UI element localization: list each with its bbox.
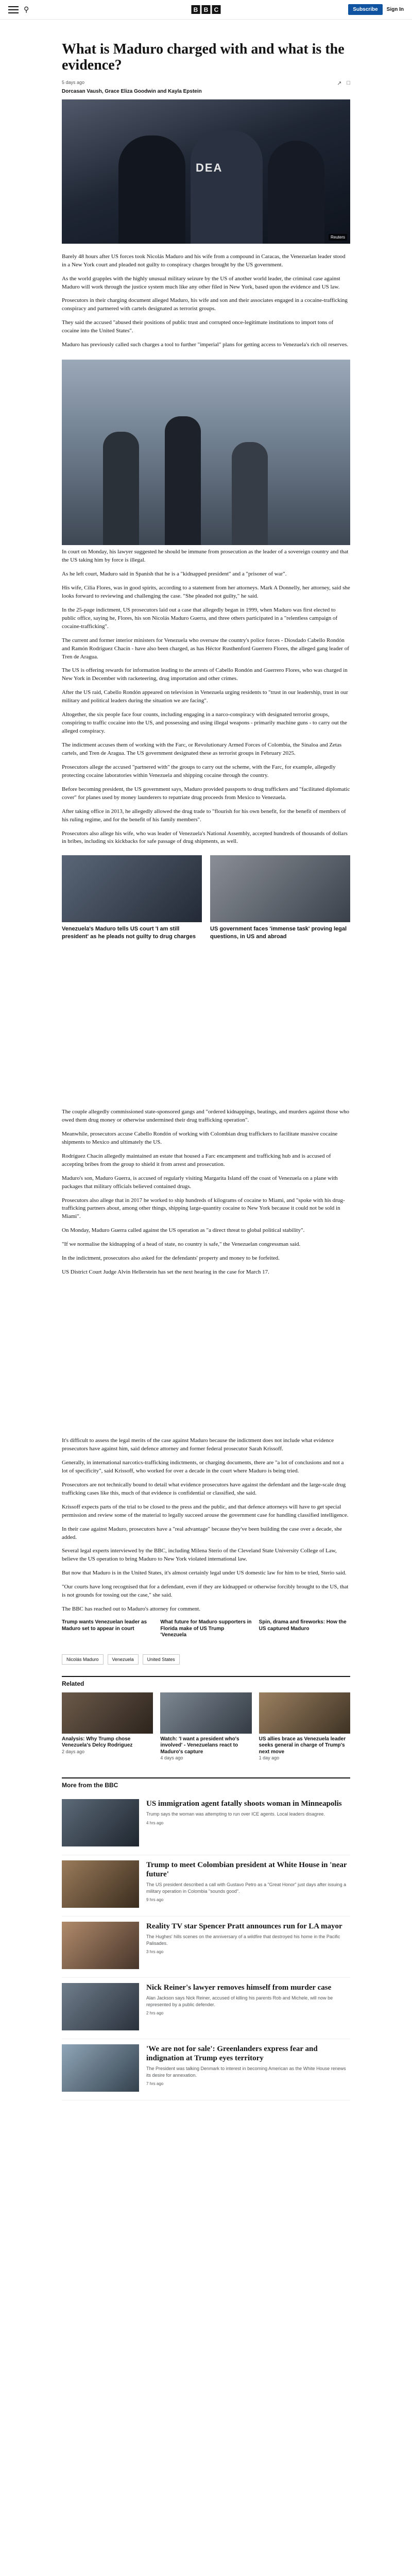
more-thumbnail: [62, 1983, 139, 2030]
related-title[interactable]: Analysis: Why Trump chose Venezuela's Delcy Rodriguez: [62, 1736, 133, 1749]
subscribe-button[interactable]: Subscribe: [348, 4, 382, 15]
more-title[interactable]: Trump to meet Colombian president at White House in 'near future': [146, 1861, 347, 1879]
related-thumbnail: [160, 1692, 251, 1734]
more-item[interactable]: [62, 1855, 350, 1917]
more-item[interactable]: [62, 1917, 350, 1978]
related-heading: Related: [62, 1676, 350, 1687]
more-from-bbc-list: [62, 1794, 350, 2100]
meta-row: [62, 80, 350, 87]
related-thumbnail: [210, 855, 350, 922]
paragraph: The US is offering rewards for information leading to the arrests of Cabello Rondón and Guerrero Flores, who was charged in New York in December with racketeering, drug importation and other crimes.: [62, 667, 348, 682]
inline-image: [62, 360, 350, 545]
paragraph: Prosecutors also allege his wife, who was leader of Venezuela's National Assembly, accepted hundreds of thousands of dollars in bribes, including six kickbacks for safe passage of drug shipments, as well.: [62, 830, 348, 845]
hero-figure: [118, 135, 185, 244]
paragraph: US District Court Judge Alvin Hellerstein has set the next hearing in the case for March 17.: [62, 1269, 269, 1276]
image-credit: Reuters: [329, 234, 347, 241]
more-title[interactable]: Reality TV star Spencer Pratt announces run for LA mayor: [146, 1922, 342, 1931]
more-meta: 7 hrs ago: [146, 2081, 164, 2087]
paragraph: Maduro's son, Maduro Guerra, is accused of regularly visiting Margarita Island off the coast of Venezuela on a plane with packages that military officials believed contained drugs.: [62, 1175, 338, 1190]
paragraph: As the world grapples with the highly unusual military seizure by the US of another world leader, the criminal case against Maduro will work through the justice system much like any other filed in New York, based upon the evidence and US law.: [62, 275, 340, 290]
topic-tag[interactable]: United States: [143, 1654, 180, 1665]
explainer-link[interactable]: [160, 1619, 251, 1639]
search-icon[interactable]: ⚲: [24, 5, 29, 13]
more-thumbnail: [62, 1799, 139, 1846]
more-from-bbc-heading: More from the BBC: [62, 1777, 350, 1789]
related-title[interactable]: US allies brace as Venezuela leader seeks general in charge of Trump's next move: [259, 1736, 346, 1755]
paragraph: His wife, Cilia Flores, was in good spirits, according to a statement from her attorneys. Mark A Donnelly, her attorney, said she looks forward to reviewing and challenging the case. "She pleaded not guilty," he said.: [62, 584, 350, 599]
paragraph: In court on Monday, his lawyer suggested he should be immune from prosecution as the leader of a sovereign country and that the US taking him by force is illegal.: [62, 549, 349, 564]
logo-letter: B: [202, 5, 211, 14]
more-title[interactable]: 'We are not for sale': Greenlanders express fear and indignation at Trump eyes territory: [146, 2045, 318, 2063]
logo-letter: B: [192, 5, 200, 14]
inline-related-card[interactable]: [210, 855, 350, 940]
more-desc: Alan Jackson says Nick Reiner, accused of killing his parents Rob and Michele, will now be represented by a public defender.: [146, 1995, 333, 2007]
image-figure: [232, 442, 268, 545]
more-meta: 3 hrs ago: [146, 1950, 164, 1955]
paragraph: In the 25-page indictment, US prosecutors laid out a case that allegedly began in 1999, when Maduro was first elected to public office, saying he, Flores, his son Nicolás Maduro Guerra, and three others participated in a "relentless campaign of cocaine-trafficking".: [62, 606, 338, 630]
topic-tags: [62, 1654, 350, 1665]
paragraph: The indictment accuses them of working with the Farc, or Revolutionary Armed Forces of Colombia, the Sinaloa and Zetas cartels, and Tren de Aragua. The US government designated these as terrorist groups in February 2025.: [62, 742, 342, 756]
paragraph: They said the accused "abused their positions of public trust and corrupted once-legitimate institutions to import tons of cocaine into the United States".: [62, 319, 334, 334]
paragraph: On Monday, Maduro Guerra called against the US operation as "a direct threat to global political stability".: [62, 1227, 305, 1234]
related-meta: 4 days ago: [160, 1755, 183, 1761]
paragraph: But now that Maduro is in the United States, it's almost certainly legal under US domestic law for him to be tried, Sterio said.: [62, 1570, 347, 1577]
top-navigation-bar: [0, 0, 412, 20]
related-list: [62, 1692, 350, 1762]
more-desc: The Hughes' hills scenes on the anniversary of a wildfire that destroyed his home in the Pacific Palisades.: [146, 1934, 340, 1946]
bookmark-icon[interactable]: □: [347, 79, 350, 86]
paragraph: Several legal experts interviewed by the BBC, including Milena Sterio of the Cleveland State University College of Law, believe the US operation to bring Maduro to New York violated international law.: [62, 1548, 337, 1563]
image-figure: [103, 432, 139, 545]
article: [62, 20, 350, 2100]
spacer: [62, 954, 350, 1108]
related-meta: 2 days ago: [62, 1749, 85, 1754]
paragraph: Meanwhile, prosecutors accuse Cabello Rondón of working with Colombian drug traffickers to facilitate massive cocaine shipments to Mexico and ultimately the US.: [62, 1130, 338, 1145]
paragraph: Prosecutors also allege that in 2017 he worked to ship hundreds of kilograms of cocaine to Miami, and "spoke with his drug-trafficking partners about, among other things, shipping large-quantity cocaine to New York because it could not be sold in Miami".: [62, 1197, 345, 1220]
more-item[interactable]: [62, 2039, 350, 2100]
hero-image: [62, 99, 350, 244]
paragraph: Generally, in international narcotics-trafficking indictments, or charging documents, there are "a lot of conclusions and not a lot of specificity", said Krissoff, who worked for over a decade in the court where Maduro is being tried.: [62, 1459, 344, 1474]
paragraph: Altogether, the six people face four counts, including engaging in a narco-conspiracy with designated terrorist groups, conspiring to traffic cocaine into the US, and possessing and using illegal weapons - primarily machine guns - to carry out the alleged conspiracy.: [62, 711, 347, 735]
more-meta: 2 hrs ago: [146, 2011, 164, 2016]
paragraph: After taking office in 2013, he allegedly allowed the drug trade to "flourish for his own benefit, for the benefit of members of his ruling regime, and for the benefit of his family members".: [62, 808, 346, 823]
bbc-logo[interactable]: [192, 5, 221, 14]
more-desc: The US president described a call with Gustavo Petro as a "Great Honor" just days after issuing a military operation in Colombia "sounds good".: [146, 1882, 347, 1894]
article-date: 5 days ago: [62, 79, 85, 85]
more-title[interactable]: US immigration agent fatally shoots woman in Minneapolis: [146, 1800, 342, 1808]
related-title[interactable]: Venezuela's Maduro tells US court 'I am still president' as he pleads not guilty to drug charges: [62, 926, 196, 940]
more-thumbnail: [62, 1860, 139, 1908]
article-title: What is Maduro charged with and what is the evidence?: [62, 41, 345, 74]
paragraph: Barely 48 hours after US forces took Nicolás Maduro and his wife from a compound in Caracas, the Venezuelan leader stood in a New York court and pleaded not guilty to conspiracy charges brought by the US government.: [62, 253, 346, 268]
paragraph: Prosecutors allege the accused "partnered with" the groups to carry out the scheme, with the Farc, for example, allegedly protecting cocaine laboratories within Venezuela and shipping cocaine through the country.: [62, 764, 336, 778]
paragraph: As he left court, Maduro said in Spanish that he is a "kidnapped president" and a "prisoner of war".: [62, 571, 287, 578]
paragraph: It's difficult to assess the legal merits of the case against Maduro because the indictment does not include what evidence prosecutors have against him, said defence attorney and former federal prosecutor Sarah Krissoff.: [62, 1437, 334, 1452]
more-desc: The President was talking Denmark to interest in becoming American as the White House renews its desire for annexation.: [146, 2066, 346, 2078]
spacer: [62, 1282, 350, 1437]
related-card[interactable]: [160, 1692, 251, 1762]
explainer-title[interactable]: Spin, drama and fireworks: How the US captured Maduro: [259, 1619, 347, 1632]
logo-letter: C: [212, 5, 221, 14]
topic-tag[interactable]: Venezuela: [108, 1654, 139, 1665]
topic-tag[interactable]: Nicolás Maduro: [62, 1654, 104, 1665]
related-title[interactable]: Watch: 'I want a president who's involved' - Venezuelans react to Maduro's capture: [160, 1736, 239, 1755]
more-meta: 4 hrs ago: [146, 1820, 164, 1825]
paragraph: In the indictment, prosecutors also asked for the defendants' property and money to be forfeited.: [62, 1255, 280, 1262]
explainer-title[interactable]: Trump wants Venezuelan leader as Maduro set to appear in court: [62, 1619, 147, 1632]
related-card[interactable]: [62, 1692, 153, 1762]
inline-related-pair: [62, 855, 350, 940]
more-item[interactable]: [62, 1794, 350, 1855]
related-title[interactable]: US government faces 'immense task' proving legal questions, in US and abroad: [210, 926, 347, 940]
related-thumbnail: [259, 1692, 350, 1734]
paragraph: The couple allegedly commissioned state-sponsored gangs and "ordered kidnappings, beatings, and murders against those who owed them drug money or otherwise undermined their drug trafficking operation".: [62, 1109, 350, 1123]
share-icons: [337, 80, 350, 87]
explainer-link[interactable]: [259, 1619, 350, 1639]
article-authors: Dorcasan Vaush, Grace Eliza Goodwin and Kayla Epstein: [62, 88, 202, 94]
related-card[interactable]: [259, 1692, 350, 1762]
explainer-link[interactable]: [62, 1619, 153, 1639]
more-item[interactable]: [62, 1978, 350, 2039]
paragraph: The current and former interior ministers for Venezuela who oversaw the country's police forces - Diosdado Cabello Rondón and Ramón Rodríguez Chacín - have also been charged, as has Héctor Rusthenford Guerrero Flores, the alleged gang leader of Tren de Aragua.: [62, 637, 349, 660]
explainer-links: [62, 1619, 350, 1639]
explainer-title[interactable]: What future for Maduro supporters in Florida make of US Trump 'Venezuela: [160, 1619, 252, 1638]
paragraph: Before becoming president, the US government says, Maduro provided passports to drug traffickers and "facilitated diplomatic cover" for planes used by money launderers to repatriate drug proceeds from Mexico to Venezuela.: [62, 786, 350, 801]
paragraph: Prosecutors in their charging document alleged Maduro, his wife and son and their associates engaged in a cocaine-trafficking conspiracy and partnered with cartels designated as terrorist groups.: [62, 297, 348, 312]
related-thumbnail: [62, 855, 202, 922]
paragraph: "If we normalise the kidnapping of a head of state, no country is safe," the Venezuelan congressman said.: [62, 1241, 301, 1248]
paragraph: The BBC has reached out to Maduro's attorney for comment.: [62, 1606, 200, 1613]
share-icon[interactable]: ↗: [337, 80, 342, 87]
header-actions: [348, 4, 404, 15]
paragraph: Prosecutors are not technically bound to detail what evidence prosecutors have against the defendant and the large-scale drug trafficking cases like this, much of that evidence is confidential or classified, she said.: [62, 1481, 346, 1496]
more-desc: Trump says the woman was attempting to run over ICE agents. Local leaders disagree.: [146, 1811, 325, 1817]
paragraph: Rodríguez Chacín allegedly maintained an estate that housed a Farc encampment and trafficking hub and is accused of accepting bribes from the group to shield it from arrest and prosecution.: [62, 1153, 331, 1167]
hero-vest-text: DEA: [196, 161, 223, 174]
related-thumbnail: [62, 1692, 153, 1734]
paragraph: In their case against Maduro, prosecutors have a "real advantage" because they've been building the case over a decade, she added.: [62, 1526, 342, 1540]
related-meta: 1 day ago: [259, 1755, 280, 1761]
image-figure: [165, 416, 201, 545]
more-thumbnail: [62, 1922, 139, 1969]
hero-figure: [191, 130, 263, 244]
sign-in-button[interactable]: Sign In: [386, 7, 404, 12]
more-thumbnail: [62, 2044, 139, 2092]
paragraph: "Our courts have long recognised that for a defendant, even if they are kidnapped or otherwise forcibly brought to the US, that is not grounds for tossing out the case," she said.: [62, 1584, 349, 1599]
menu-icon[interactable]: [8, 6, 19, 13]
paragraph: After the US raid, Cabello Rondón appeared on television in Venezuela urging residents to "trust in our leadership, trust in our military and political leaders during the situation we are facing".: [62, 689, 348, 704]
more-meta: 9 hrs ago: [146, 1897, 164, 1903]
inline-related-card[interactable]: [62, 855, 202, 940]
paragraph: Maduro has previously called such charges a tool to further "imperial" plans for getting access to Venezuela's rich oil reserves.: [62, 342, 349, 348]
hero-figure: [268, 141, 324, 244]
more-title[interactable]: Nick Reiner's lawyer removes himself from murder case: [146, 1984, 332, 1992]
paragraph: Krissoff expects parts of the trial to be closed to the press and the public, and that defence attorneys will have to get special permission and review some of the material to legally succeed arouse the government case for handling classified intelligence.: [62, 1503, 349, 1518]
